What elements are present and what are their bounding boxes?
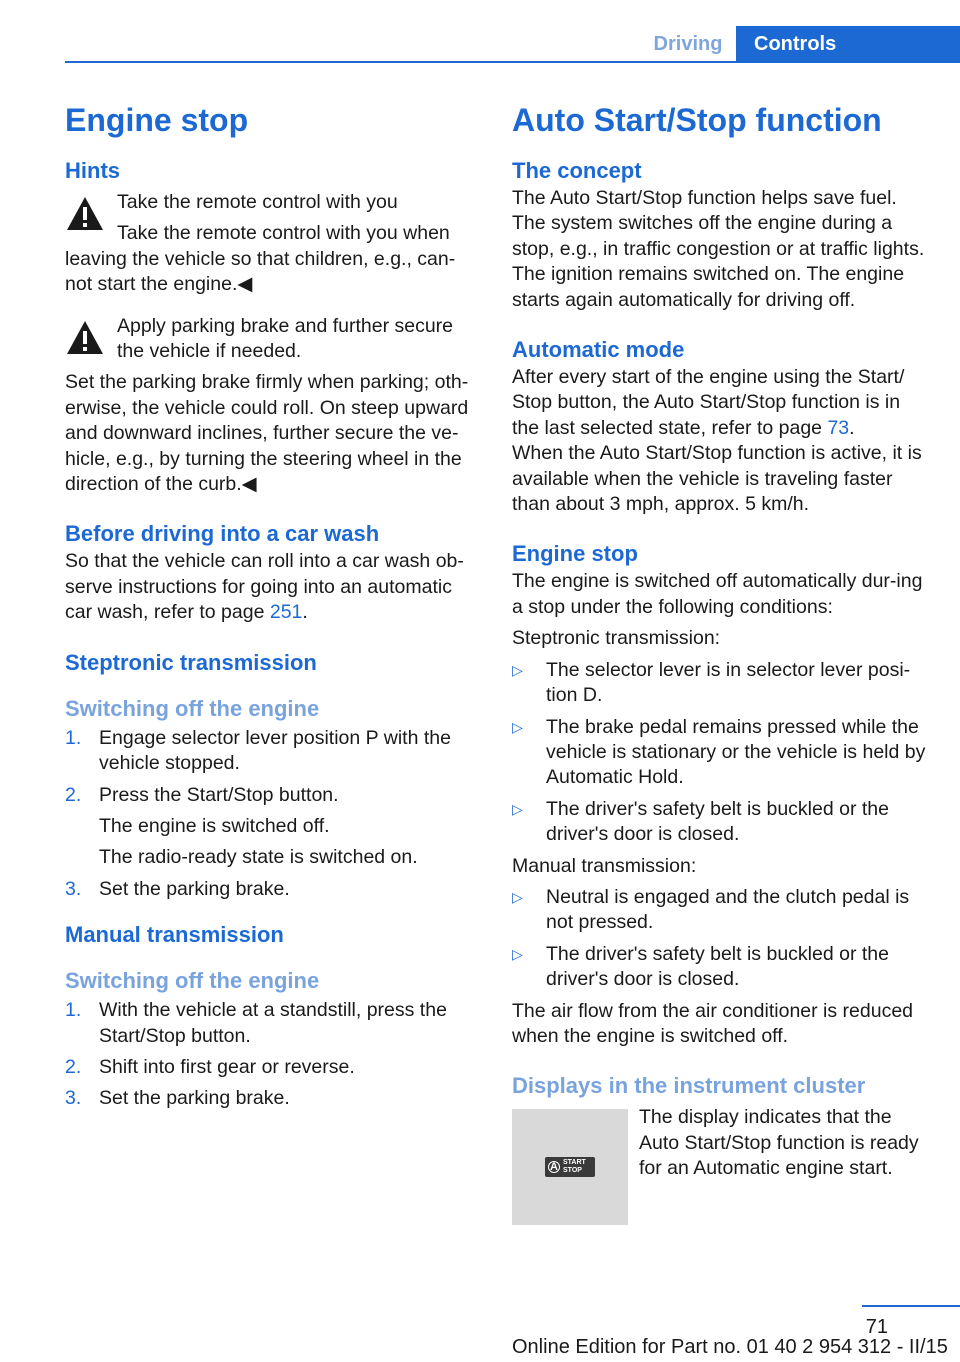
warning-parking-brake bbox=[65, 314, 480, 365]
list-item bbox=[512, 658, 932, 709]
badge-stop-label: STOP bbox=[563, 1167, 582, 1175]
displays-heading: Displays in the instrument cluster bbox=[512, 1073, 866, 1099]
step-text: The engine is switched off. bbox=[99, 814, 330, 837]
right-column bbox=[512, 100, 932, 1223]
list-item bbox=[65, 877, 480, 902]
automatic-mode-body: After every start of the engine using the Start/ Stop button, the Auto Start/Stop function is in the last selected state, refer to page 73. bbox=[512, 366, 905, 439]
step-text: Shift into first gear or reverse. bbox=[99, 1055, 355, 1078]
manual-steps bbox=[65, 998, 480, 1112]
engine-stop-body: The engine is switched off automatically dur‐ing a stop under the following conditions: bbox=[512, 570, 923, 618]
warning1-body: Take the remote control with you when leaving the vehicle so that children, e.g., can‐not start the engine.◀ bbox=[65, 222, 456, 296]
triangle-bullet-icon: ▷ bbox=[512, 888, 523, 905]
engine-stop-title: Engine stop bbox=[65, 102, 249, 138]
step-text: Set the parking brake. bbox=[99, 877, 290, 900]
page-link-73[interactable]: 73 bbox=[827, 416, 850, 439]
footer-rule bbox=[862, 1305, 960, 1307]
page-number: 71 bbox=[865, 1316, 888, 1338]
list-item bbox=[65, 726, 480, 777]
display-description: The display indicates that the Auto Start/Stop function is ready for an Automatic engine start. bbox=[639, 1106, 919, 1180]
automatic-mode-body2: When the Auto Start/Stop function is active, it is available when the vehicle is traveling faster than about 3 mph, approx. 5 km/h. bbox=[512, 442, 922, 516]
hints-heading: Hints bbox=[65, 158, 120, 183]
steptronic-subheading: Switching off the engine bbox=[65, 695, 320, 721]
triangle-bullet-icon: ▷ bbox=[512, 718, 523, 735]
steptronic-steps bbox=[65, 726, 480, 902]
tab-driving[interactable]: Driving bbox=[653, 33, 723, 55]
condition-text: The brake pedal remains pressed while the vehicle is stationary or the vehicle is held by Automatic Hold. bbox=[546, 715, 926, 789]
page-link-251[interactable]: 251 bbox=[269, 601, 303, 624]
warning-triangle-icon bbox=[65, 194, 105, 234]
concept-heading: The concept bbox=[512, 158, 642, 183]
step-number: 3. bbox=[65, 1087, 82, 1110]
triangle-bullet-icon: ▷ bbox=[512, 800, 523, 817]
step-text: Set the parking brake. bbox=[99, 1087, 290, 1110]
steptronic-label: Steptronic transmission: bbox=[512, 627, 721, 650]
manual-conditions bbox=[512, 885, 932, 993]
list-item bbox=[65, 998, 480, 1049]
manual-label: Manual transmission: bbox=[512, 854, 697, 877]
step-text: Engage selector lever position P with the vehicle stopped. bbox=[99, 726, 451, 775]
step-text: With the vehicle at a standstill, press the Start/Stop button. bbox=[99, 999, 447, 1047]
badge-start-label: START bbox=[563, 1159, 586, 1167]
warning1-title: Take the remote control with you bbox=[117, 191, 398, 213]
warning-remote-control bbox=[65, 190, 480, 215]
condition-text: Neutral is engaged and the clutch pedal is not pressed. bbox=[546, 885, 910, 934]
triangle-bullet-icon: ▷ bbox=[512, 661, 523, 678]
warning2-title: Apply parking brake and further secure the vehicle if needed. bbox=[117, 314, 454, 363]
carwash-body: So that the vehicle can roll into a car wash ob‐serve instructions for going into an automatic car wash, refer to page 251. bbox=[65, 550, 464, 624]
engine-stop-heading: Engine stop bbox=[512, 541, 638, 567]
left-column bbox=[65, 100, 480, 1118]
condition-text: The driver's safety belt is buckled or the driver's door is closed. bbox=[546, 797, 889, 846]
display-row bbox=[512, 1105, 932, 1223]
header-rule bbox=[65, 61, 960, 63]
step-number: 1. bbox=[65, 726, 82, 749]
condition-text: The selector lever is in selector lever posi‐tion D. bbox=[546, 658, 911, 707]
concept-body: The Auto Start/Stop function helps save fuel. The system switches off the engine during a stop, e.g., in traffic congestion or at traffic lights. The ignition remains switched on. The engine starts again automatically for driving off. bbox=[512, 187, 925, 311]
step-number: 1. bbox=[65, 999, 82, 1022]
auto-start-stop-icon bbox=[545, 1157, 595, 1177]
triangle-bullet-icon: ▷ bbox=[512, 945, 523, 962]
condition-text: The driver's safety belt is buckled or the driver's door is closed. bbox=[546, 942, 889, 991]
warning2-body: Set the parking brake firmly when parking; oth‐erwise, the vehicle could roll. On steep upward and downward inclines, further secure the ve‐hicle, e.g., by turning the steering wheel in the direction of the curb.◀ bbox=[65, 371, 469, 496]
step-number: 2. bbox=[65, 783, 82, 806]
list-item bbox=[512, 715, 932, 791]
manual-heading: Manual transmission bbox=[65, 922, 284, 948]
warning-triangle-icon bbox=[65, 318, 105, 358]
automatic-mode-heading: Automatic mode bbox=[512, 337, 685, 363]
step-number: 2. bbox=[65, 1055, 82, 1078]
manual-subheading: Switching off the engine bbox=[65, 968, 320, 994]
list-item bbox=[65, 783, 480, 871]
step-text: The radio-ready state is switched on. bbox=[99, 846, 418, 869]
instrument-cluster-display-image bbox=[512, 1109, 628, 1225]
footer-edition: Online Edition for Part no. 01 40 2 954 312 - II/15 bbox=[512, 1336, 948, 1358]
steptronic-conditions bbox=[512, 658, 932, 848]
airflow-text: The air flow from the air conditioner is reduced when the engine is switched off. bbox=[512, 999, 914, 1047]
auto-symbol: A bbox=[548, 1161, 560, 1173]
list-item bbox=[512, 797, 932, 848]
tab-controls[interactable]: Controls bbox=[736, 26, 960, 62]
list-item bbox=[512, 942, 932, 993]
step-text: Press the Start/Stop button. bbox=[99, 783, 339, 806]
step-number: 3. bbox=[65, 877, 82, 900]
list-item bbox=[65, 1086, 480, 1111]
list-item bbox=[65, 1055, 480, 1080]
carwash-heading: Before driving into a car wash bbox=[65, 521, 380, 547]
auto-start-stop-title: Auto Start/Stop function bbox=[512, 102, 882, 138]
steptronic-heading: Steptronic transmission bbox=[65, 649, 317, 675]
list-item bbox=[512, 885, 932, 936]
